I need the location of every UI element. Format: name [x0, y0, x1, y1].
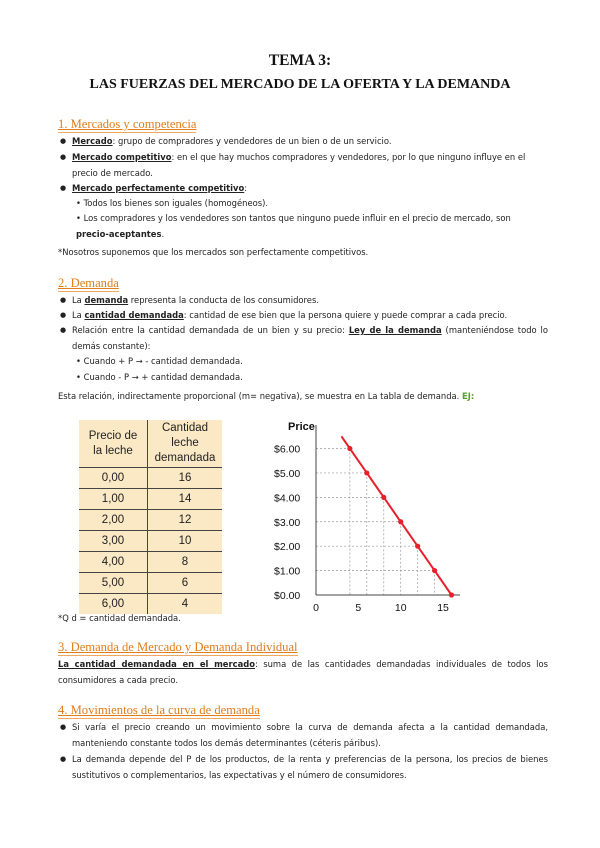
bullet-determinantes: ● La demanda depende del P de los productos, de la renta y preferencias de la persona, los precios de bienes sustitutivos o complementarios, las expectativas y el número de consumidores. [60, 754, 548, 780]
table-row: 2,00 12 [79, 510, 222, 531]
sub-bullet-precio-aceptantes: • Los compradores y los vendedores son tantos que ninguno puede influir en el precio de mercado, son precio-aceptantes. [76, 213, 511, 239]
section-3-heading: 3. Demanda de Mercado y Demanda Individual [58, 640, 298, 654]
bullet-icon: ● [60, 296, 67, 304]
page-subtitle: LAS FUERZAS DEL MERCADO DE LA OFERTA Y LA DEMANDA [89, 77, 511, 92]
table-header-precio: Precio de la leche [79, 420, 148, 468]
section-3-text: La cantidad demandada en el mercado: suma de las cantidades demandadas individuales de todos los consumidores a cada precio. [58, 659, 548, 685]
y-tick-label: $0.00 [274, 590, 301, 602]
bullet-icon: ● [60, 755, 67, 763]
bullet-demanda: ● La demanda representa la conducta de los consumidores. [58, 293, 548, 309]
table-row: 0,00 16 [79, 468, 222, 489]
x-tick-label: 0 [313, 602, 319, 614]
section-2-heading: 2. Demanda [58, 276, 119, 290]
x-tick-label: 10 [394, 602, 407, 614]
y-tick-label: $4.00 [274, 492, 301, 505]
data-point-3 [398, 519, 403, 524]
bullet-icon: ● [60, 137, 67, 145]
chart-title: Price [288, 421, 315, 433]
demand-curve-chart [268, 415, 468, 620]
y-tick-label: $3.00 [274, 516, 301, 529]
bullet-mercado: ● Mercado: grupo de compradores y vendedores de un bien o de un servicio. [58, 134, 548, 150]
y-tick-label: $1.00 [274, 565, 301, 578]
bullet-mercado-perfectamente: ● Mercado perfectamente competitivo: [58, 181, 548, 197]
sub-bullet-menos-precio: • Cuando - P → + cantidad demandada. [76, 372, 243, 382]
table-row: 5,00 6 [79, 573, 222, 594]
bullet-icon: ● [60, 184, 67, 192]
data-point-0 [347, 446, 352, 451]
data-point-5 [432, 568, 437, 573]
bullet-ley-demanda: ● Relación entre la cantidad demandada de un bien y su precio: Ley de la demanda (manteniéndose todo lo demás constante): [60, 325, 549, 351]
y-tick-label: $5.00 [274, 467, 301, 480]
bullet-cantidad-demandada: ● La cantidad demandada: cantidad de ese bien que la persona quiere y puede comprar a cada precio. [58, 308, 548, 324]
data-point-1 [364, 470, 369, 475]
bullet-icon: ● [60, 153, 67, 161]
demand-table [79, 420, 222, 614]
table-row: 6,00 4 [79, 594, 222, 615]
section-4-heading: 4. Movimientos de la curva de demanda [58, 703, 260, 717]
table-row: 1,00 14 [79, 489, 222, 510]
bullet-icon: ● [60, 326, 67, 334]
note-competitivos: *Nosotros suponemos que los mercados son perfectamente competitivos. [58, 247, 369, 257]
data-point-2 [381, 495, 386, 500]
page-title: TEMA 3: [268, 52, 332, 69]
bullet-icon: ● [60, 311, 67, 319]
bullet-movimiento-precio: ● Si varía el precio creando un movimiento sobre la curva de demanda afecta a la cantidad demandada, manteniendo constante todos los demás determinantes (céteris páribus). [60, 722, 548, 748]
bullet-icon: ● [60, 723, 67, 731]
table-row: 3,00 10 [79, 531, 222, 552]
y-tick-label: $2.00 [274, 541, 301, 554]
y-tick-label: $6.00 [274, 443, 301, 456]
data-point-6 [449, 592, 454, 597]
bullet-mercado-competitivo: ● Mercado competitivo: en el que hay muchos compradores y vendedores, por lo que ninguno influye en el precio de mercado. [60, 152, 526, 178]
sub-bullet-homogeneos: • Todos los bienes son iguales (homogéneos). [76, 198, 269, 208]
section-1-heading: 1. Mercados y competencia [58, 117, 197, 131]
x-tick-label: 5 [355, 602, 362, 614]
table-row: 4,00 8 [79, 552, 222, 573]
table-header-cantidad: Cantidad leche demandada [148, 420, 223, 468]
relation-text: Esta relación, indirectamente proporcional (m= negativa), se muestra en La tabla de demanda. EJ: [58, 391, 475, 401]
x-tick-label: 15 [437, 602, 449, 614]
sub-bullet-mas-precio: • Cuando + P → - cantidad demandada. [76, 356, 243, 366]
qd-note: *Q d = cantidad demandada. [58, 613, 181, 623]
data-point-4 [415, 544, 420, 549]
